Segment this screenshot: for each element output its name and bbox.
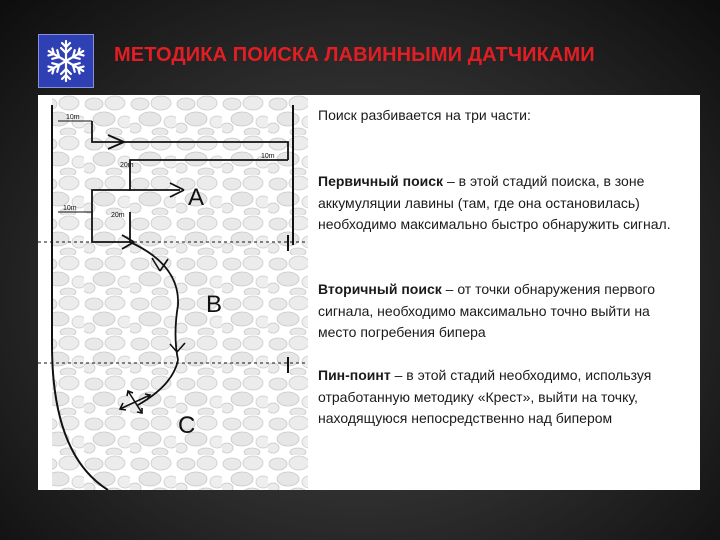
search-diagram [38, 95, 308, 490]
pinpoint-term: Пин-поинт [318, 367, 391, 383]
label-mid-20m: 20m [120, 162, 134, 169]
label-top-10m: 10m [66, 114, 80, 121]
text-panel [308, 95, 700, 490]
snowflake-logo [38, 34, 94, 88]
label-top-right-10m: 10m [261, 153, 275, 160]
primary-search-text: – в этой стадий поиска, в зоне аккумуляции лавины (там, где она остановилась) необходимо максимально быстро обнаружить сигнал. [318, 173, 671, 232]
secondary-search-paragraph [318, 279, 690, 344]
zone-label-a: A [188, 184, 205, 211]
page-title: МЕТОДИКА ПОИСКА ЛАВИННЫМИ ДАТЧИКАМИ [114, 44, 595, 66]
section-heading: Поиск разбивается на три части: [318, 107, 531, 123]
pinpoint-text: – в этой стадий необходимо, используя отработанную методику «Крест», выйти на точку, находящуюся непосредственно над бипером [318, 367, 652, 426]
pinpoint-paragraph [318, 365, 690, 430]
zone-label-c: C [178, 412, 196, 439]
secondary-search-text: – от точки обнаружения первого сигнала, необходимо максимально точно выйти на место погребения бипера [318, 281, 656, 340]
primary-search-term: Первичный поиск [318, 173, 444, 189]
snowflake-icon [39, 35, 93, 87]
zone-label-b: B [206, 291, 223, 318]
primary-search-paragraph [318, 171, 690, 236]
secondary-search-term: Вторичный поиск [318, 281, 442, 297]
label-inner-20m: 20m [111, 212, 125, 219]
label-left-10m: 10m [63, 205, 77, 212]
